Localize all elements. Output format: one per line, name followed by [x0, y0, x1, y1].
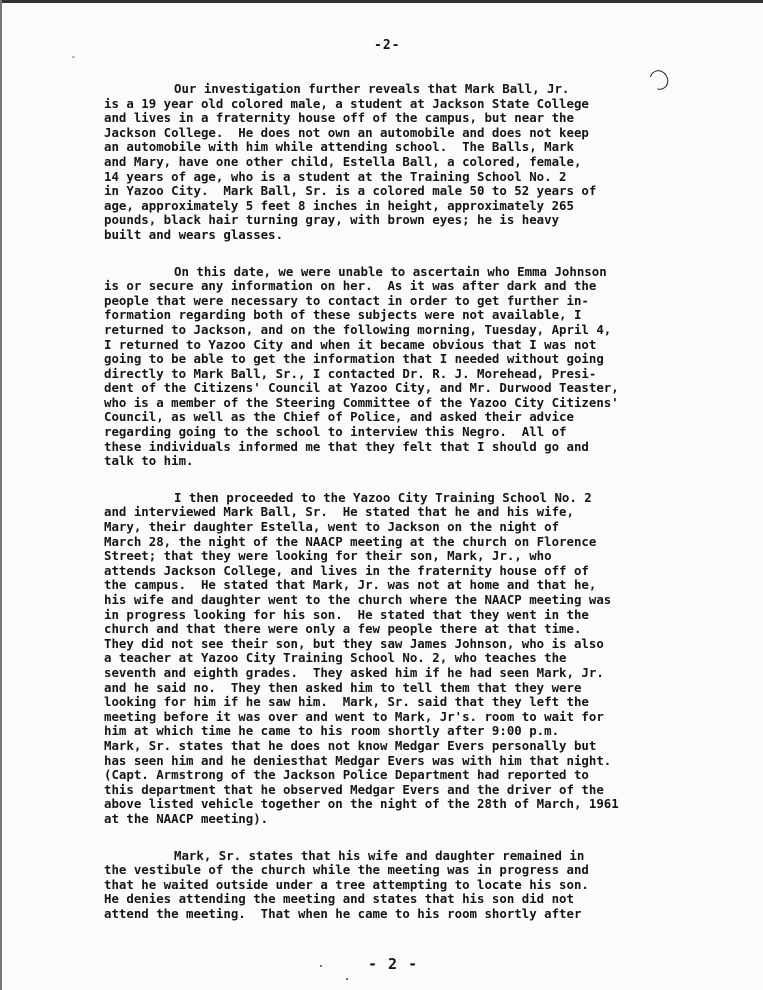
text-line: Street; that they were looking for their son, Mark, Jr., who	[104, 548, 552, 564]
text-line: and Mary, have one other child, Estella Ball, a colored, female,	[104, 153, 582, 169]
text-line: is a 19 year old colored male, a student at Jackson State College	[104, 95, 589, 111]
margin-mark: -	[70, 50, 77, 63]
text-line: (Capt. Armstrong of the Jackson Police Department had reported to	[104, 767, 589, 783]
text-line: going to be able to get the information that I needed without going	[104, 351, 604, 367]
page-number-top: -2-	[374, 38, 401, 53]
text-line: He denies attending the meeting and states that his son did not	[104, 891, 574, 907]
document-body	[104, 82, 724, 943]
paragraph	[104, 849, 724, 922]
text-line: On this date, we were unable to ascertain who Emma Johnson	[174, 263, 607, 279]
text-line: and he said no. They then asked him to tell them that they were	[104, 679, 582, 695]
text-line: an automobile with him while attending school. The Balls, Mark	[104, 139, 574, 155]
text-line: the campus. He stated that Mark, Jr. was not at home and that he,	[104, 577, 597, 593]
text-line: I returned to Yazoo City and when it became obvious that I was not	[104, 336, 597, 352]
text-line: I then proceeded to the Yazoo City Training School No. 2	[174, 489, 592, 505]
text-line: attends Jackson College, and lives in the fraternity house off of	[104, 562, 589, 578]
text-line: this department that he observed Medgar Evers and the driver of the	[104, 781, 604, 797]
text-line: built and wears glasses.	[104, 226, 284, 242]
text-line: him at which time he came to his room shortly after 9:00 p.m.	[104, 723, 560, 739]
text-line: directly to Mark Ball, Sr., I contacted Dr. R. J. Morehead, Presi-	[104, 365, 597, 381]
paragraph	[104, 82, 724, 243]
text-line: meeting before it was over and went to Mark, Jr's. room to wait for	[104, 708, 604, 724]
text-line: and interviewed Mark Ball, Sr. He stated that he and his wife,	[104, 504, 574, 520]
text-line: in Yazoo City. Mark Ball, Sr. is a colored male 50 to 52 years of	[104, 183, 597, 199]
text-line: They did not see their son, but they saw James Johnson, who is also	[104, 635, 604, 651]
text-line: his wife and daughter went to the church where the NAACP meeting was	[104, 592, 612, 607]
text-line: who is a member of the Steering Committee of the Yazoo City Citizens'	[104, 394, 619, 410]
text-line: a teacher at Yazoo City Training School No. 2, who teaches the	[104, 650, 567, 666]
text-line: attend the meeting. That when he came to his room shortly after	[104, 905, 582, 921]
text-line: and lives in a fraternity house off of the campus, but near the	[104, 110, 574, 126]
text-line: Mary, their daughter Estella, went to Jackson on the night of	[104, 519, 560, 535]
text-line: has seen him and he deniesthat Medgar Evers was with him that night.	[104, 752, 612, 768]
paragraph	[104, 491, 724, 827]
text-line: regarding going to the school to interview this Negro. All of	[104, 424, 567, 440]
text-line: pounds, black hair turning gray, with brown eyes; he is heavy	[104, 212, 560, 228]
text-line: Our investigation further reveals that Mark Ball, Jr.	[174, 81, 570, 96]
text-line: March 28, the night of the NAACP meeting at the church on Florence	[104, 533, 597, 549]
text-line: these individuals informed me that they felt that I should go and	[104, 438, 589, 454]
scan-edge-left	[0, 0, 2, 990]
text-line: church and that there were only a few people there at that time.	[104, 621, 582, 637]
text-line: talk to him.	[104, 453, 194, 469]
text-line: at the NAACP meeting).	[104, 810, 269, 826]
page-number-bottom: - 2 -	[368, 955, 419, 973]
text-line: people that were necessary to contact in order to get further in-	[104, 292, 589, 308]
text-line: 14 years of age, who is a student at the Training School No. 2	[104, 168, 567, 184]
text-line: returned to Jackson, and on the following morning, Tuesday, April 4,	[104, 321, 612, 337]
text-line: is or secure any information on her. As it was after dark and the	[104, 278, 597, 294]
text-line: Mark, Sr. states that his wife and daughter remained in	[174, 847, 585, 863]
text-line: Mark, Sr. states that he does not know Medgar Evers personally but	[104, 737, 597, 753]
text-line: formation regarding both of these subjects were not available, I	[104, 307, 582, 323]
text-line: seventh and eighth grades. They asked him if he had seen Mark, Jr.	[104, 664, 604, 680]
text-line: above listed vehicle together on the night of the 28th of March, 1961	[104, 796, 619, 812]
text-line: looking for him if he saw him. Mark, Sr. said that they left the	[104, 694, 589, 710]
paragraph	[104, 265, 724, 469]
text-line: dent of the Citizens' Council at Yazoo City, and Mr. Durwood Teaster,	[104, 380, 619, 396]
text-line: Council, as well as the Chief of Police, and asked their advice	[104, 409, 574, 425]
scan-speck	[320, 965, 322, 967]
text-line: Jackson College. He does not own an automobile and does not keep	[104, 124, 589, 140]
text-line: the vestibule of the church while the meeting was in progress and	[104, 862, 589, 878]
scan-speck	[346, 978, 348, 980]
text-line: age, approximately 5 feet 8 inches in height, approximately 265	[104, 197, 574, 213]
scan-edge-top	[0, 0, 763, 3]
text-line: that he waited outside under a tree attempting to locate his son.	[104, 876, 589, 892]
text-line: in progress looking for his son. He stated that they went in the	[104, 606, 589, 622]
